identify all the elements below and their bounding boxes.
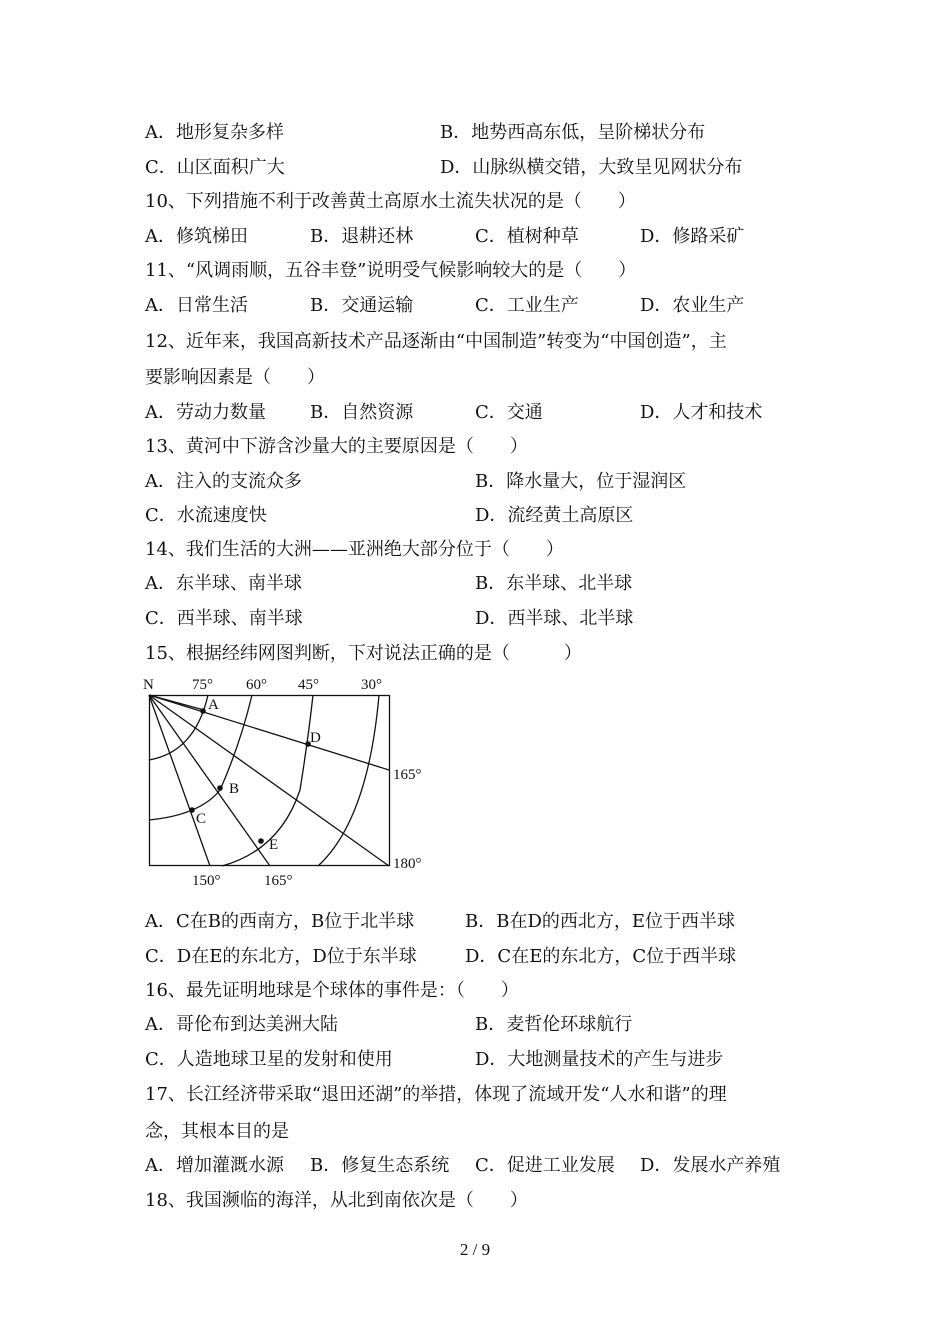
- point-label-d: D: [310, 730, 321, 746]
- point-label-b: B: [229, 781, 240, 797]
- meridian-line-2: [149, 695, 270, 866]
- q12-option-d: D．人才和技术: [640, 402, 763, 423]
- q17-option-a: A．增加灌溉水源: [145, 1155, 284, 1176]
- q10-option-c: C．植树种草: [475, 226, 579, 247]
- q18-stem: 18、我国濒临的海洋，从北到南依次是（ ）: [145, 1190, 528, 1211]
- q16-option-d: D．大地测量技术的产生与进步: [475, 1049, 724, 1070]
- q9-option-d: D．山脉纵横交错，大致呈见网状分布: [440, 157, 743, 178]
- q10-option-a: A．修筑梯田: [145, 226, 248, 247]
- point-label-c: C: [196, 811, 207, 827]
- point-a: [200, 708, 206, 714]
- meridian-line-1: [149, 695, 210, 866]
- bottom-label-165: 165°: [264, 873, 293, 889]
- q13-stem: 13、黄河中下游含沙量大的主要原因是（ ）: [145, 436, 528, 457]
- q16-option-c: C．人造地球卫星的发射和使用: [145, 1049, 393, 1070]
- q13-option-c: C．水流速度快: [145, 505, 267, 526]
- top-label-30: 30°: [361, 677, 382, 693]
- q14-option-b: B．东半球、北半球: [475, 573, 633, 594]
- point-label-a: A: [208, 697, 219, 713]
- point-label-e: E: [269, 837, 279, 853]
- pole-label: N: [143, 677, 154, 693]
- q12-stem-line1: 12、近年来，我国高新技术产品逐渐由“中国制造”转变为“中国创造”，主: [145, 331, 727, 352]
- q17-option-c: C．促进工业发展: [475, 1155, 615, 1176]
- q12-option-a: A．劳动力数量: [145, 402, 266, 423]
- q11-stem: 11、“风调雨顺，五谷丰登”说明受气候影响较大的是（ ）: [145, 260, 637, 281]
- q17-option-d: D．发展水产养殖: [640, 1155, 781, 1176]
- q13-option-d: D．流经黄土高原区: [475, 505, 634, 526]
- point-b: [217, 785, 223, 791]
- q13-option-a: A．注入的支流众多: [145, 471, 302, 492]
- q10-option-d: D．修路采矿: [640, 226, 745, 247]
- q15-option-d: D．C在E的东北方，C位于西半球: [465, 946, 737, 967]
- lat-long-grid-figure: [140, 670, 440, 892]
- q16-option-a: A．哥伦布到达美洲大陆: [145, 1014, 338, 1035]
- q14-option-c: C．西半球、南半球: [145, 608, 303, 629]
- q11-option-d: D．农业生产: [640, 295, 745, 316]
- q12-option-c: C．交通: [475, 402, 543, 423]
- latitude-arc-4: [318, 695, 379, 866]
- q9-option-c: C．山区面积广大: [145, 157, 285, 178]
- q16-stem: 16、最先证明地球是个球体的事件是：（ ）: [145, 980, 519, 1001]
- q12-stem-line2: 要影响因素是（ ）: [145, 367, 325, 388]
- q9-option-a: A．地形复杂多样: [145, 122, 284, 143]
- right-label-165: 165°: [393, 767, 422, 783]
- q15-option-c: C．D在E的东北方，D位于东半球: [145, 946, 417, 967]
- point-e: [258, 838, 264, 844]
- q17-option-b: B．修复生态系统: [310, 1155, 450, 1176]
- q13-option-b: B．降水量大，位于湿润区: [475, 471, 687, 492]
- q15-stem: 15、根据经纬网图判断，下对说法正确的是（ ）: [145, 643, 582, 664]
- page-number: 2 / 9: [459, 1240, 491, 1259]
- top-label-75: 75°: [192, 677, 213, 693]
- q10-stem: 10、下列措施不利于改善黄土高原水土流失状况的是（ ）: [145, 191, 636, 212]
- q17-stem-line1: 17、长江经济带采取“退田还湖”的举措，体现了流域开发“人水和谐”的理: [145, 1084, 727, 1105]
- q10-option-b: B．退耕还林: [310, 226, 414, 247]
- q11-option-b: B．交通运输: [310, 295, 414, 316]
- q15-option-b: B．B在D的西北方，E位于西半球: [465, 911, 736, 932]
- top-label-60: 60°: [246, 677, 267, 693]
- q9-option-b: B．地势西高东低，呈阶梯状分布: [440, 122, 706, 143]
- top-label-45: 45°: [298, 677, 319, 693]
- q15-option-a: A．C在B的西南方，B位于北半球: [145, 911, 415, 932]
- q14-option-a: A．东半球、南半球: [145, 573, 302, 594]
- q14-option-d: D．西半球、北半球: [475, 608, 634, 629]
- q11-option-c: C．工业生产: [475, 295, 579, 316]
- q16-option-b: B．麦哲伦环球航行: [475, 1014, 633, 1035]
- q11-option-a: A．日常生活: [145, 295, 248, 316]
- q17-stem-line2: 念，其根本目的是: [145, 1121, 289, 1142]
- point-c: [189, 807, 195, 813]
- meridian-line-4: [149, 695, 389, 770]
- q14-stem: 14、我们生活的大洲——亚洲绝大部分位于（ ）: [145, 539, 564, 560]
- bottom-label-150: 150°: [192, 873, 221, 889]
- right-label-180: 180°: [393, 856, 422, 872]
- q12-option-b: B．自然资源: [310, 402, 414, 423]
